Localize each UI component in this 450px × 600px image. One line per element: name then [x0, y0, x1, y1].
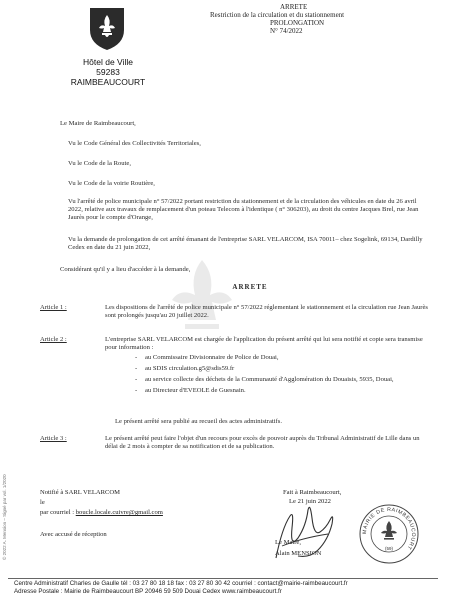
notification-block [40, 488, 163, 540]
article-3-label: Article 3 : [40, 435, 67, 442]
handwritten-signature [268, 498, 343, 568]
city-hall-label: Hôtel de Ville [83, 57, 133, 67]
arrete-heading: ARRETE [232, 283, 268, 291]
list-item: - au service collecte des déchets de la Communauté d'Agglomération du Douaisis, 5935, Douai, [135, 376, 405, 384]
side-note: © 2022 A. Mension – Signé par vol. 1/2020 [2, 474, 7, 560]
contact-footer [14, 580, 348, 596]
contact-line-2: Adresse Postale : Mairie de Raimbeaucourt BP 20946 59 509 Douai Cedex www.raimbeaucourt.fr [14, 588, 282, 595]
vu-cgct: Vu le Code Général des Collectivités Territoriales, [68, 140, 201, 147]
city-address [58, 57, 158, 87]
arrete-prolongation: PROLONGATION [270, 19, 325, 27]
article-3-text: Le présent arrêté peut faire l'objet d'un recours pour excès de pouvoir auprès du Tribunal Administratif de Lille dans un délai de 2 mois à compter de sa notification et de sa publication. [105, 435, 420, 450]
vu-arrete-57: Vu l'arrêté de police municipale n° 57/2022 portant restriction du stationnement et de la circulation des véhicules en date du 26 avril 2022, relative aux travaux de remplacement d'un poteau Telecom à l'identique ( n° 306203), au droit du centre Jacques Brel, rue Jean Jaurès pour le compte d'Orange, [68, 198, 419, 221]
list-item: - au Directeur d'EVEOLE de Guesnain. [135, 387, 405, 395]
vu-voirie: Vu le Code de la voirie Routière, [68, 180, 155, 187]
courriel-row [40, 508, 163, 518]
fait-line: Fait à Raimbeaucourt, [283, 489, 342, 496]
arrete-header [210, 3, 390, 35]
article-2-label: Article 2 : [40, 336, 67, 343]
footer-divider [8, 578, 438, 579]
vu-code-route: Vu le Code de la Route, [68, 160, 131, 167]
accuse-line: Avec accusé de réception [40, 531, 107, 538]
city-postcode: 59283 RAIMBEAUCOURT [70, 67, 146, 87]
city-crest-icon [88, 6, 126, 52]
arrete-subject: Restriction de la circulation et du stationnement [210, 11, 345, 19]
vu-demande: Vu la demande de prolongation de cet arrêté émanant de l'entreprise SARL VELARCOM, ISA 70011– chez Sogelink, 69134, Dardilly Cedex en date du 21 juin 2022, [68, 236, 423, 251]
maire-line: Le Maire de Raimbeaucourt, [60, 120, 136, 127]
article-1-label: Article 1 : [40, 304, 67, 311]
article-2-text: L'entreprise SARL VELARCOM est chargée de l'application du présent arrêté qui lui sera notifié et copie sera transmise pour information : [105, 336, 423, 351]
stamp-text: MAIRIE DE RAIMBEAUCOURT [361, 506, 417, 551]
mairie-stamp [358, 503, 420, 565]
list-item: - au SDIS circulation.g5@sdis59.fr [135, 365, 405, 373]
list-item: - au Commissaire Divisionnaire de Police de Douai, [135, 354, 405, 362]
notifie-le: le [40, 499, 45, 506]
arrete-number: N° 74/2022 [270, 27, 303, 35]
contact-line-1: Centre Administratif Charles de Gaulle tél : 03 27 80 18 18 fax : 03 27 80 30 42 courriel : contact@mairie-raimbeaucourt.fr [14, 580, 348, 587]
considerant-line: Considérant qu'il y a lieu d'accéder à la demande, [60, 266, 191, 273]
stamp-number: (59) [384, 546, 394, 551]
notification-list [135, 354, 405, 395]
courriel-link[interactable]: boucle.locale.cuivre@gmail.com [75, 509, 163, 516]
publication-line: Le présent arrêté sera publié au recueil des actes administratifs. [115, 418, 282, 425]
le-maire-label: Le Maire, [275, 539, 301, 546]
courriel-label: par courriel : [40, 509, 75, 516]
arrete-title: ARRETE [280, 3, 308, 11]
date-line: Le 21 juin 2022 [289, 498, 331, 505]
maire-name: Alain MENSION [275, 550, 322, 557]
article-1-text: Les dispositions de l'arrêté de police municipale n° 57/2022 réglementant le stationnement et la circulation rue Jean Jaurès sont prolongés jusqu'au 20 juillet 2022. [105, 304, 428, 319]
notifie-line: Notifié à SARL VELARCOM [40, 489, 121, 496]
